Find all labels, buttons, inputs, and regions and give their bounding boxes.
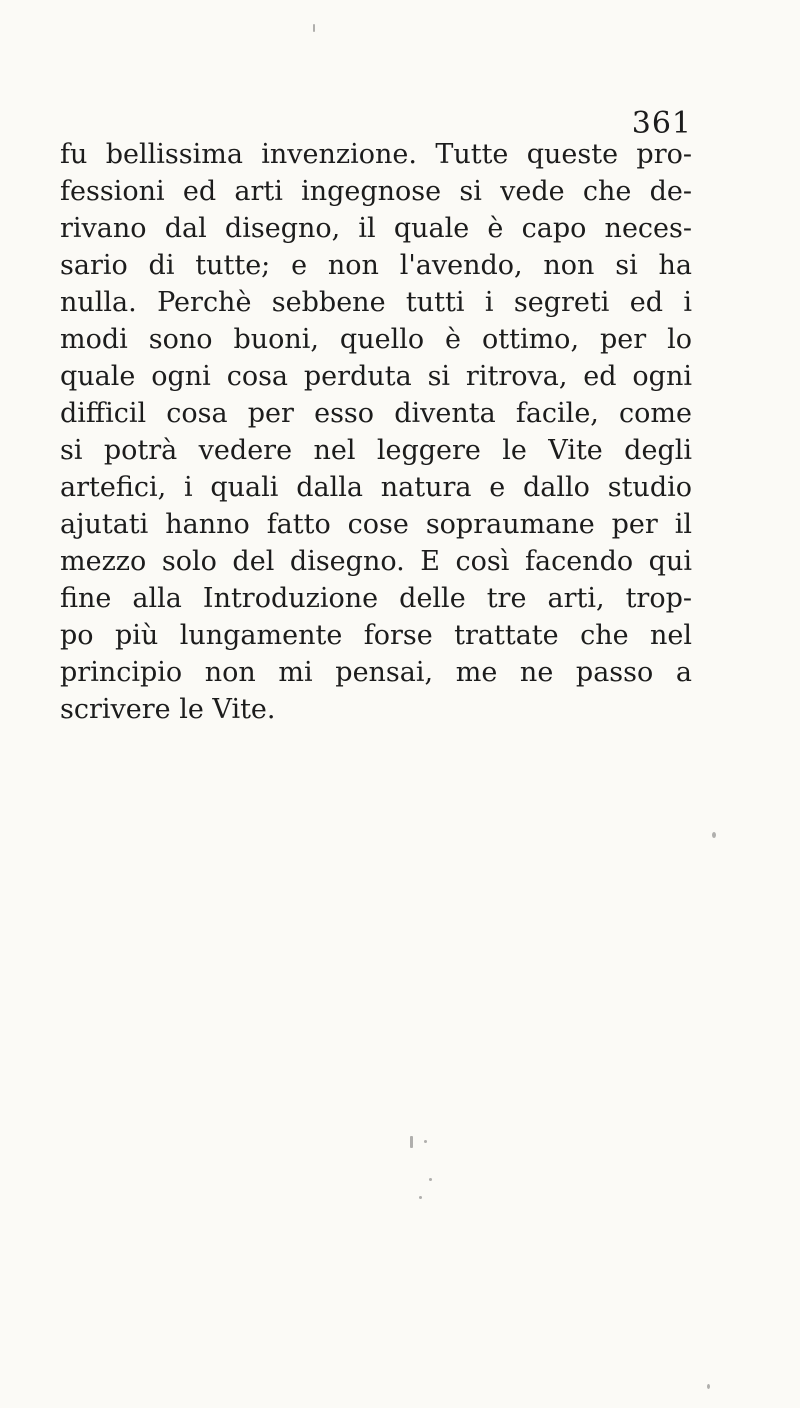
text-line: principio non mi pensai, me ne passo a (60, 657, 692, 688)
text-line: ajutati hanno fatto cose sopraumane per il (60, 509, 692, 540)
text-line: artefici, i quali dalla natura e dallo studio (60, 472, 692, 503)
text-line: po più lungamente forse trattate che nel (60, 620, 692, 651)
paper-speck (410, 1136, 413, 1148)
paper-speck (313, 24, 315, 32)
paper-speck (419, 1196, 422, 1199)
text-line: si potrà vedere nel leggere le Vite degli (60, 435, 692, 466)
paper-speck (429, 1178, 432, 1181)
text-line: rivano dal disegno, il quale è capo neces- (60, 213, 692, 244)
text-line: quale ogni cosa perduta si ritrova, ed ogni (60, 361, 692, 392)
text-line: fu bellissima invenzione. Tutte queste pro- (60, 139, 692, 170)
text-line: nulla. Perchè sebbene tutti i segreti ed i (60, 287, 692, 318)
page-number: 361 (631, 106, 692, 141)
paper-speck (712, 832, 716, 838)
paper-speck (707, 1384, 710, 1389)
paper-speck (424, 1140, 427, 1143)
text-line: difficil cosa per esso diventa facile, come (60, 398, 692, 429)
text-line: fine alla Introduzione delle tre arti, trop- (60, 583, 692, 614)
text-line: sario di tutte; e non l'avendo, non si ha (60, 250, 692, 281)
text-line: mezzo solo del disegno. E così facendo qui (60, 546, 692, 577)
text-line: modi sono buoni, quello è ottimo, per lo (60, 324, 692, 355)
text-line: fessioni ed arti ingegnose si vede che de- (60, 176, 692, 207)
text-line: scrivere le Vite. (60, 694, 276, 725)
